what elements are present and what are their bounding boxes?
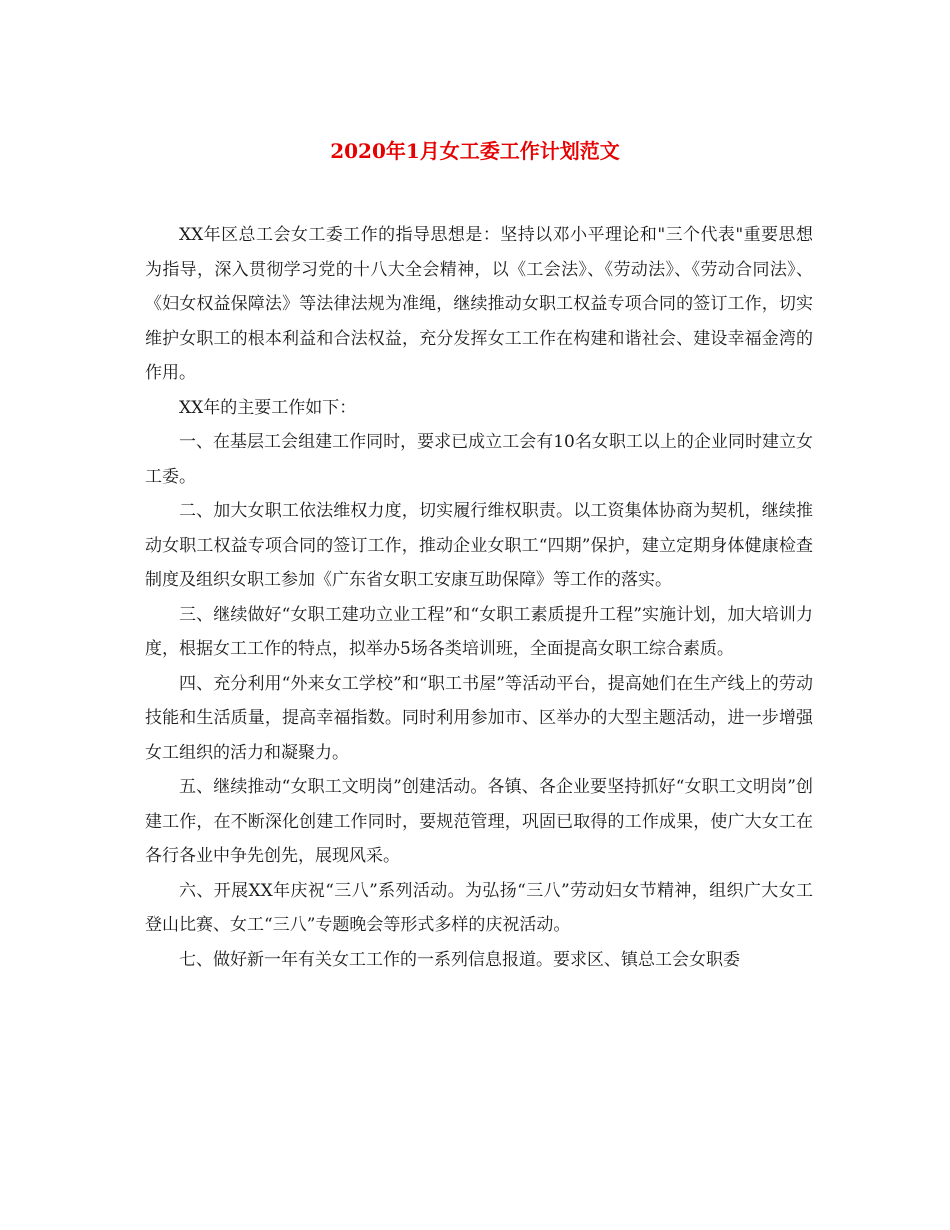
paragraph-item-5: 五、继续推动“女职工文明岗”创建活动。各镇、各企业要坚持抓好“女职工文明岗”创建工作，在不断深化创建工作同时，要规范管理，巩固已取得的工作成果，使广大女工在各行各业中争先创先，展现风采。 — [145, 777, 813, 866]
document-body — [145, 218, 813, 977]
paragraph-item-1: 一、在基层工会组建工作同时，要求已成立工会有10名女职工以上的企业同时建立女工委。 — [145, 432, 813, 487]
paragraph-item-2: 二、加大女职工依法维权力度，切实履行维权职责。以工资集体协商为契机，继续推动女职工权益专项合同的签订工作，推动企业女职工“四期”保护，建立定期身体健康检查制度及组织女职工参加《广东省女职工安康互助保障》等工作的落实。 — [145, 501, 813, 590]
paragraph-item-6: 六、开展XX年庆祝“三八”系列活动。为弘扬“三八”劳动妇女节精神，组织广大女工登山比赛、女工“三八”专题晚会等形式多样的庆祝活动。 — [145, 880, 813, 935]
paragraph-item-7: 七、做好新一年有关女工工作的一系列信息报道。要求区、镇总工会女职委 — [179, 949, 740, 970]
paragraph-guiding-ideology: XX年区总工会女工委工作的指导思想是：坚持以邓小平理论和"三个代表"重要思想为指导，深入贯彻学习党的十八大全会精神，以《工会法》、《劳动法》、《劳动合同法》、《妇女权益保障法》等法律法规为准绳，继续推动女职工权益专项合同的签订工作，切实维护女职工的根本利益和合法权益，充分发挥女工工作在构建和谐社会、建设幸福金湾的作用。 — [145, 225, 813, 383]
paragraph-item-4: 四、充分利用“外来女工学校”和“职工书屋”等活动平台，提高她们在生产线上的劳动技能和生活质量，提高幸福指数。同时利用参加市、区举办的大型主题活动，进一步增强女工组织的活力和凝聚力。 — [145, 673, 813, 763]
paragraph-main-work-intro: XX年的主要工作如下： — [179, 397, 357, 418]
document-title: 2020年1月女工委工作计划范文 — [330, 139, 620, 163]
paragraph-item-3: 三、继续做好“女职工建功立业工程”和“女职工素质提升工程”实施计划，加大培训力度，根据女工工作的特点，拟举办5场各类培训班，全面提高女职工综合素质。 — [145, 604, 813, 659]
